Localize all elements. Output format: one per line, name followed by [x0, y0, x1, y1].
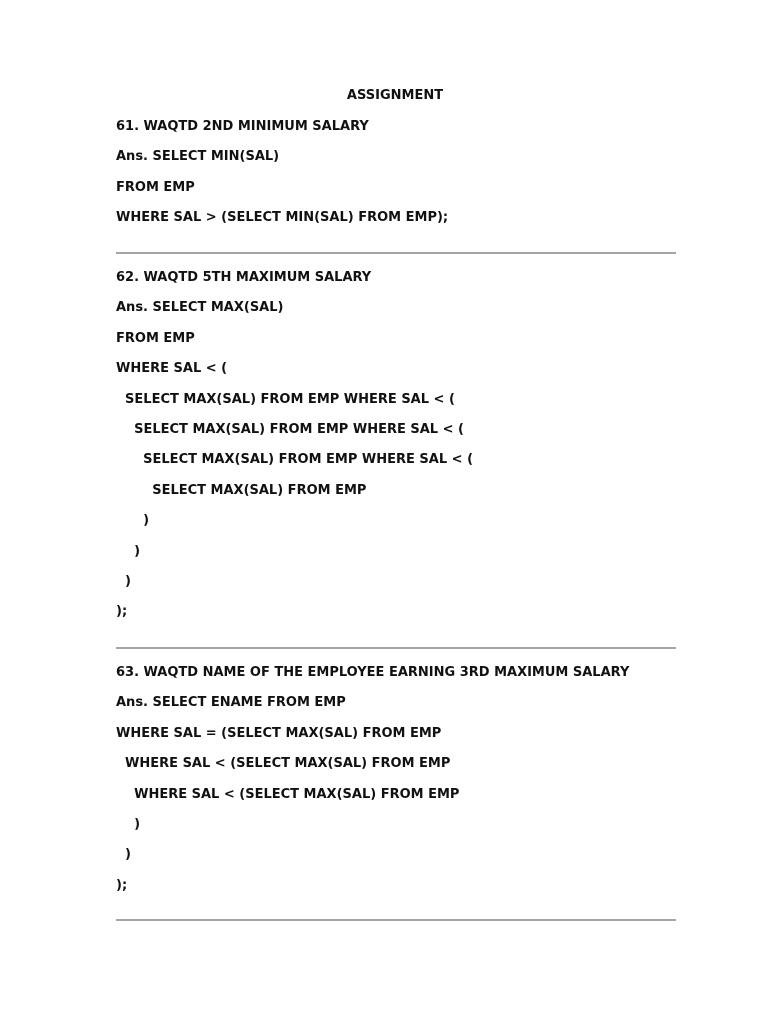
answer-line: ): [116, 816, 141, 832]
question-heading: 62. WAQTD 5TH MAXIMUM SALARY: [116, 270, 372, 285]
answer-line: WHERE SAL = (SELECT MAX(SAL) FROM EMP: [116, 725, 442, 741]
answer-line: );: [116, 877, 128, 893]
question-section-61: [116, 118, 676, 240]
section-divider: [116, 919, 676, 921]
answer-line: SELECT MAX(SAL) FROM EMP WHERE SAL < (: [116, 421, 464, 437]
answer-line: WHERE SAL < (SELECT MAX(SAL) FROM EMP: [116, 786, 460, 802]
answer-line: ): [116, 847, 131, 863]
question-heading: 63. WAQTD NAME OF THE EMPLOYEE EARNING 3RD MAXIMUM SALARY: [116, 665, 630, 680]
document-title: ASSIGNMENT: [346, 88, 444, 103]
answer-line: SELECT MAX(SAL) FROM EMP WHERE SAL < (: [116, 452, 474, 468]
answer-line: ): [116, 543, 141, 559]
question-section-62: [116, 269, 676, 634]
answer-line: ): [116, 513, 150, 529]
question-section-63: [116, 664, 676, 907]
answer-line: ): [116, 573, 131, 589]
answer-line: WHERE SAL > (SELECT MIN(SAL) FROM EMP);: [116, 210, 449, 226]
answer-line: Ans. SELECT MAX(SAL): [116, 300, 284, 316]
section-divider: [116, 647, 676, 649]
answer-line: );: [116, 604, 128, 620]
answer-line: SELECT MAX(SAL) FROM EMP WHERE SAL < (: [116, 391, 455, 407]
answer-line: WHERE SAL < (SELECT MAX(SAL) FROM EMP: [116, 756, 451, 772]
answer-line: SELECT MAX(SAL) FROM EMP: [116, 482, 367, 498]
answer-line: FROM EMP: [116, 330, 195, 346]
answer-line: FROM EMP: [116, 179, 195, 195]
section-divider: [116, 252, 676, 254]
question-heading: 61. WAQTD 2ND MINIMUM SALARY: [116, 119, 369, 134]
answer-line: Ans. SELECT MIN(SAL): [116, 149, 280, 165]
answer-line: WHERE SAL < (: [116, 361, 228, 377]
answer-line: Ans. SELECT ENAME FROM EMP: [116, 695, 346, 711]
